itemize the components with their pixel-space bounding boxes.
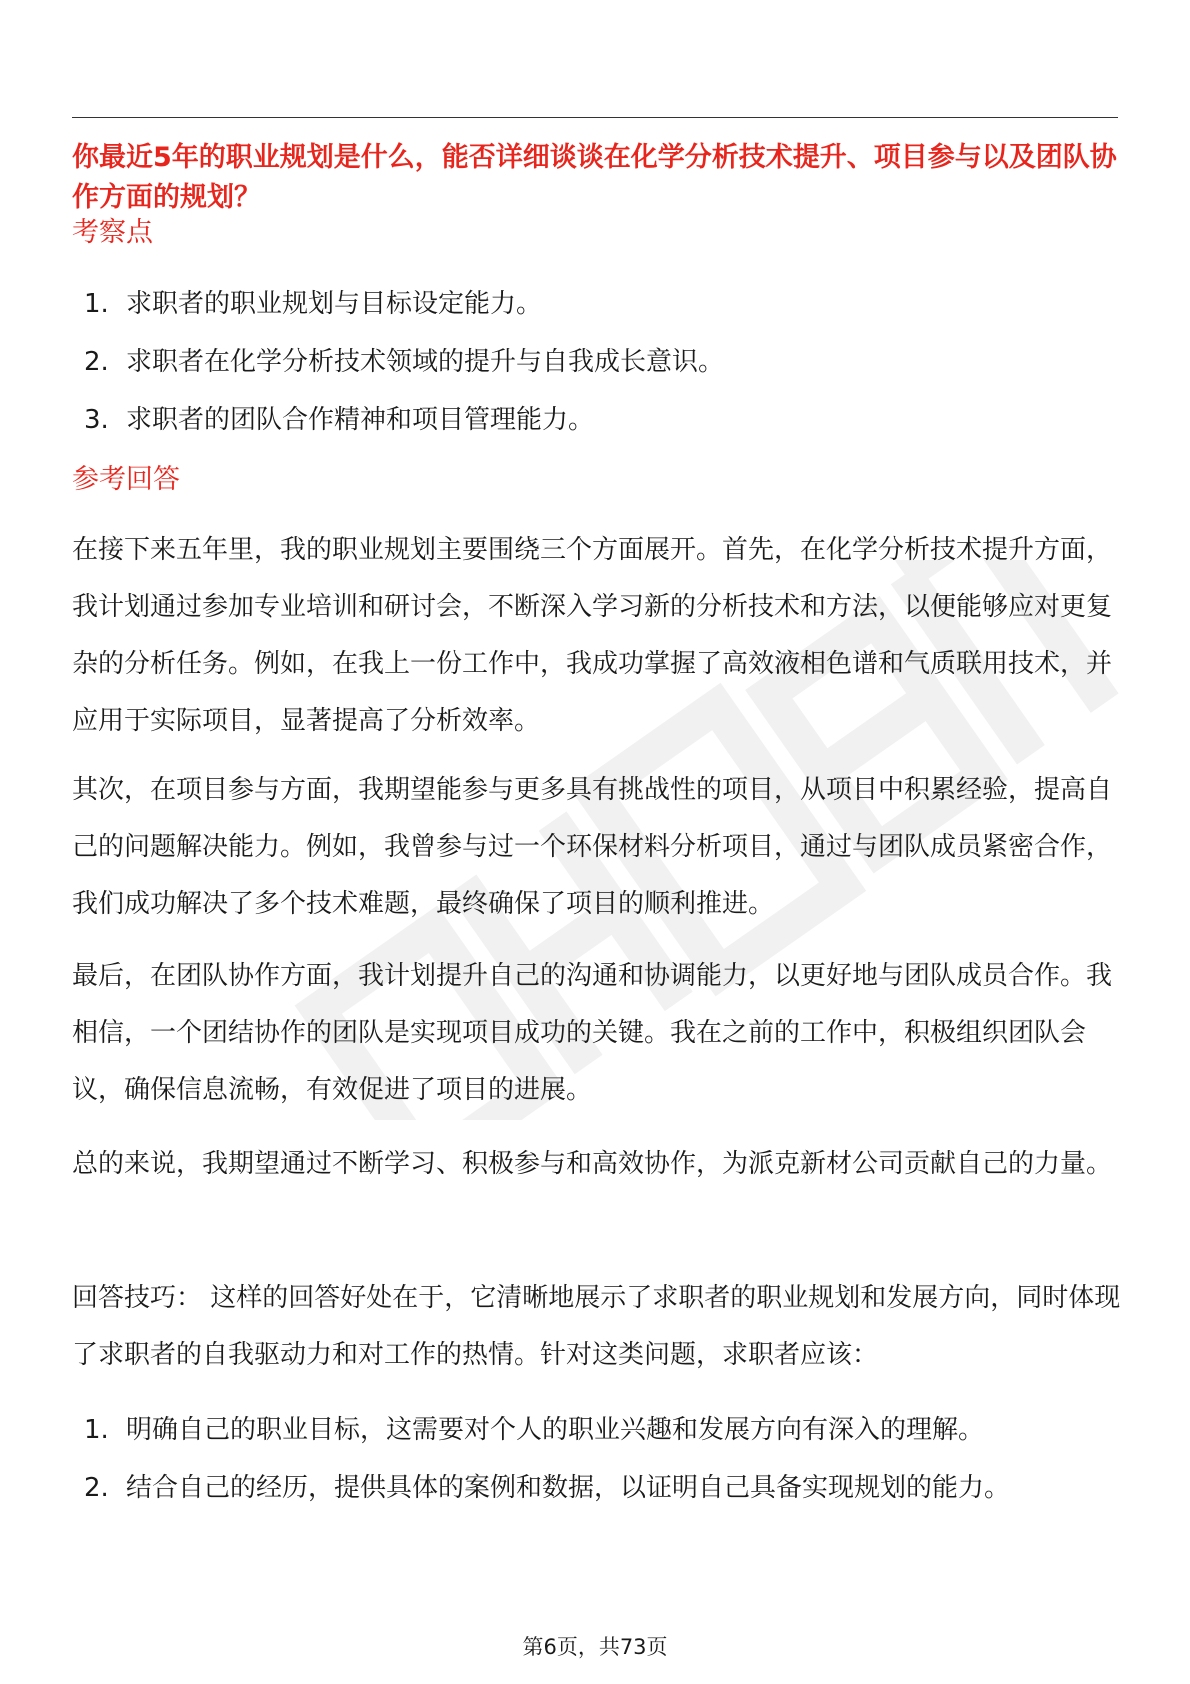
reference-answer-heading: 参考回答 <box>72 464 180 495</box>
list-item-text: 求职者的团队合作精神和项目管理能力。 <box>126 405 595 435</box>
list-item <box>84 400 724 458</box>
question-title: 你最近5年的职业规划是什么，能否详细谈谈在化学分析技术提升、项目参与以及团队协作方面的规划？ <box>72 142 1117 213</box>
list-item-text: 求职者的职业规划与目标设定能力。 <box>126 289 543 319</box>
answer-paragraph: 总的来说，我期望通过不断学习、积极参与和高效协作，为派克新材公司贡献自己的力量。 <box>72 1149 1113 1179</box>
list-item-number: 1. <box>84 289 109 319</box>
list-item-text: 明确自己的职业目标，这需要对个人的职业兴趣和发展方向有深入的理解。 <box>126 1415 985 1445</box>
list-item-number: 1. <box>84 1415 109 1445</box>
list-item <box>84 1410 1010 1468</box>
list-item-text: 求职者在化学分析技术领域的提升与自我成长意识。 <box>126 347 725 377</box>
tips-list <box>84 1410 1010 1526</box>
list-item-text: 结合自己的经历，提供具体的案例和数据，以证明自己具备实现规划的能力。 <box>126 1473 1011 1503</box>
list-item <box>84 284 724 342</box>
list-item-number: 3. <box>84 405 109 435</box>
list-item-number: 2. <box>84 347 109 377</box>
answer-paragraph: 在接下来五年里，我的职业规划主要围绕三个方面展开。首先，在化学分析技术提升方面，我计划通过参加专业培训和研讨会，不断深入学习新的分析技术和方法，以便能够应对更复杂的分析任务。例如，在我上一份工作中，我成功掌握了高效液相色谱和气质联用技术，并应用于实际项目，显著提高了分析效率。 <box>72 535 1113 736</box>
answer-tips-intro: 回答技巧： 这样的回答好处在于，它清晰地展示了求职者的职业规划和发展方向，同时体现了求职者的自我驱动力和对工作的热情。针对这类问题，求职者应该： <box>72 1283 1121 1370</box>
page-footer: 第6页，共73页 <box>522 1635 668 1659</box>
top-divider <box>72 117 1118 118</box>
answer-paragraph: 最后，在团队协作方面，我计划提升自己的沟通和协调能力，以更好地与团队成员合作。我相信，一个团结协作的团队是实现项目成功的关键。我在之前的工作中，积极组织团队会议，确保信息流畅，有效促进了项目的进展。 <box>72 961 1113 1105</box>
exam-points-list <box>84 284 724 458</box>
exam-points-heading: 考察点 <box>72 217 153 248</box>
list-item <box>84 342 724 400</box>
list-item-number: 2. <box>84 1473 109 1503</box>
answer-paragraph: 其次，在项目参与方面，我期望能参与更多具有挑战性的项目，从项目中积累经验，提高自己的问题解决能力。例如，我曾参与过一个环保材料分析项目，通过与团队成员紧密合作，我们成功解决了多个技术难题，最终确保了项目的顺利推进。 <box>72 775 1113 919</box>
list-item <box>84 1468 1010 1526</box>
